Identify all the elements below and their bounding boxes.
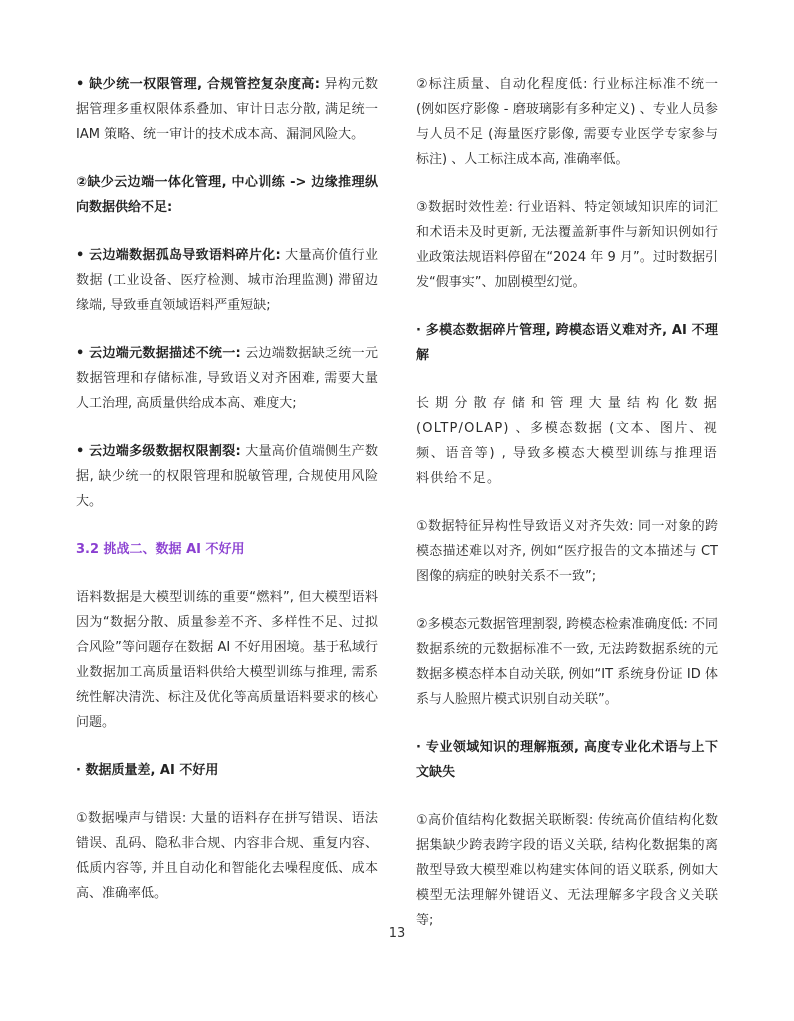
subheading-cloud-edge: ②缺少云边端一体化管理, 中心训练 -> 边缘推理纵向数据供给不足: (76, 175, 378, 215)
paragraph-annotation: ②标注质量、自动化程度低: 行业标注标准不统一 (例如医疗影像 - 磨玻璃影有多种定义) 、专业人员参与人员不足 (海量医疗影像, 需要专业医学专家参与标注) 、人工标注成本高, 准确率低。 (416, 77, 718, 167)
bullet-title: • 云边端元数据描述不统一: (76, 346, 241, 361)
paragraph-multimodal-storage: 长期分散存储和管理大量结构化数据 (OLTP/OLAP) 、多模态数据 (文本、图片、视频、语音等) , 导致多模态大模型训练与推理语料供给不足。 (416, 396, 718, 486)
paragraph-data-silos (76, 243, 378, 318)
paragraph-semantic-alignment: ①数据特征异构性导致语义对齐失效: 同一对象的跨模态描述难以对齐, 例如“医疗报告的文本描述与 CT 图像的病症的映射关系不一致”; (416, 519, 718, 584)
right-column (416, 72, 718, 956)
left-column (76, 72, 378, 929)
bullet-text: 异构元数据管理多重权限体系叠加、审计日志分散, 满足统一 IAM 策略、统一审计的技术成本高、漏洞风险大。 (76, 77, 379, 142)
paragraph-metadata-split: ②多模态元数据管理割裂, 跨模态检索准确度低: 不同数据系统的元数据标准不一致, 无法跨数据系统的元数据多模态样本自动关联, 例如“IT 系统身份证 ID 体系与人脸照片模式识别自动关联”。 (416, 617, 718, 707)
bullet-text: 云边端数据缺乏统一元数据管理和存储标准, 导致语义对齐困难, 需要大量人工治理, 高质量供给成本高、难度大; (76, 346, 378, 411)
paragraph-metadata (76, 341, 378, 416)
page-number: 13 (388, 926, 406, 941)
bullet-text: 大量高价值端侧生产数据, 缺少统一的权限管理和脱敏管理, 合规使用风险大。 (76, 444, 378, 509)
subheading-multimodal: · 多模态数据碎片管理, 跨模态语义难对齐, AI 不理解 (416, 323, 718, 363)
paragraph-corpus-intro: 语料数据是大模型训练的重要“燃料”, 但大模型语料因为“数据分散、质量参差不齐、多样性不足、过拟合风险”等问题存在数据 AI 不好用困境。基于私域行业数据加工高质量语料供给大模型训练与推理, 需系统性解决清洗、标注及优化等高质量语料要求的核心问题。 (76, 590, 378, 730)
paragraph-structured-data: ①高价值结构化数据关联断裂: 传统高价值结构化数据集缺少跨表跨字段的语义关联, 结构化数据集的离散型导致大模型难以构建实体间的语义联系, 例如大模型无法理解外键语义、无法理解多字段含义关联等; (416, 813, 718, 928)
paragraph-permission-split (76, 439, 378, 514)
bullet-title: • 云边端多级数据权限割裂: (76, 444, 241, 459)
paragraph-unified-permission (76, 72, 378, 147)
bullet-title: • 缺少统一权限管理, 合规管控复杂度高: (76, 77, 320, 92)
subheading-data-quality: · 数据质量差, AI 不好用 (76, 763, 219, 778)
bullet-title: • 云边端数据孤岛导致语料碎片化: (76, 248, 281, 263)
paragraph-data-noise: ①数据噪声与错误: 大量的语料存在拼写错误、语法错误、乱码、隐私非合规、内容非合规、重复内容、低质内容等, 并且自动化和智能化去噪程度低、成本高、准确率低。 (76, 811, 378, 901)
subheading-domain-knowledge: · 专业领域知识的理解瓶颈, 高度专业化术语与上下文缺失 (416, 740, 718, 780)
section-heading: 3.2 挑战二、数据 AI 不好用 (76, 542, 245, 557)
paragraph-timeliness: ③数据时效性差: 行业语料、特定领域知识库的词汇和术语未及时更新, 无法覆盖新事件与新知识例如行业政策法规语料停留在“2024 年 9 月”。过时数据引发“假事实”、加剧模型幻觉。 (416, 200, 718, 290)
bullet-text: 大量高价值行业数据 (工业设备、医疗检测、城市治理监测) 滞留边缘端, 导致垂直领域语料严重短缺; (76, 248, 378, 313)
